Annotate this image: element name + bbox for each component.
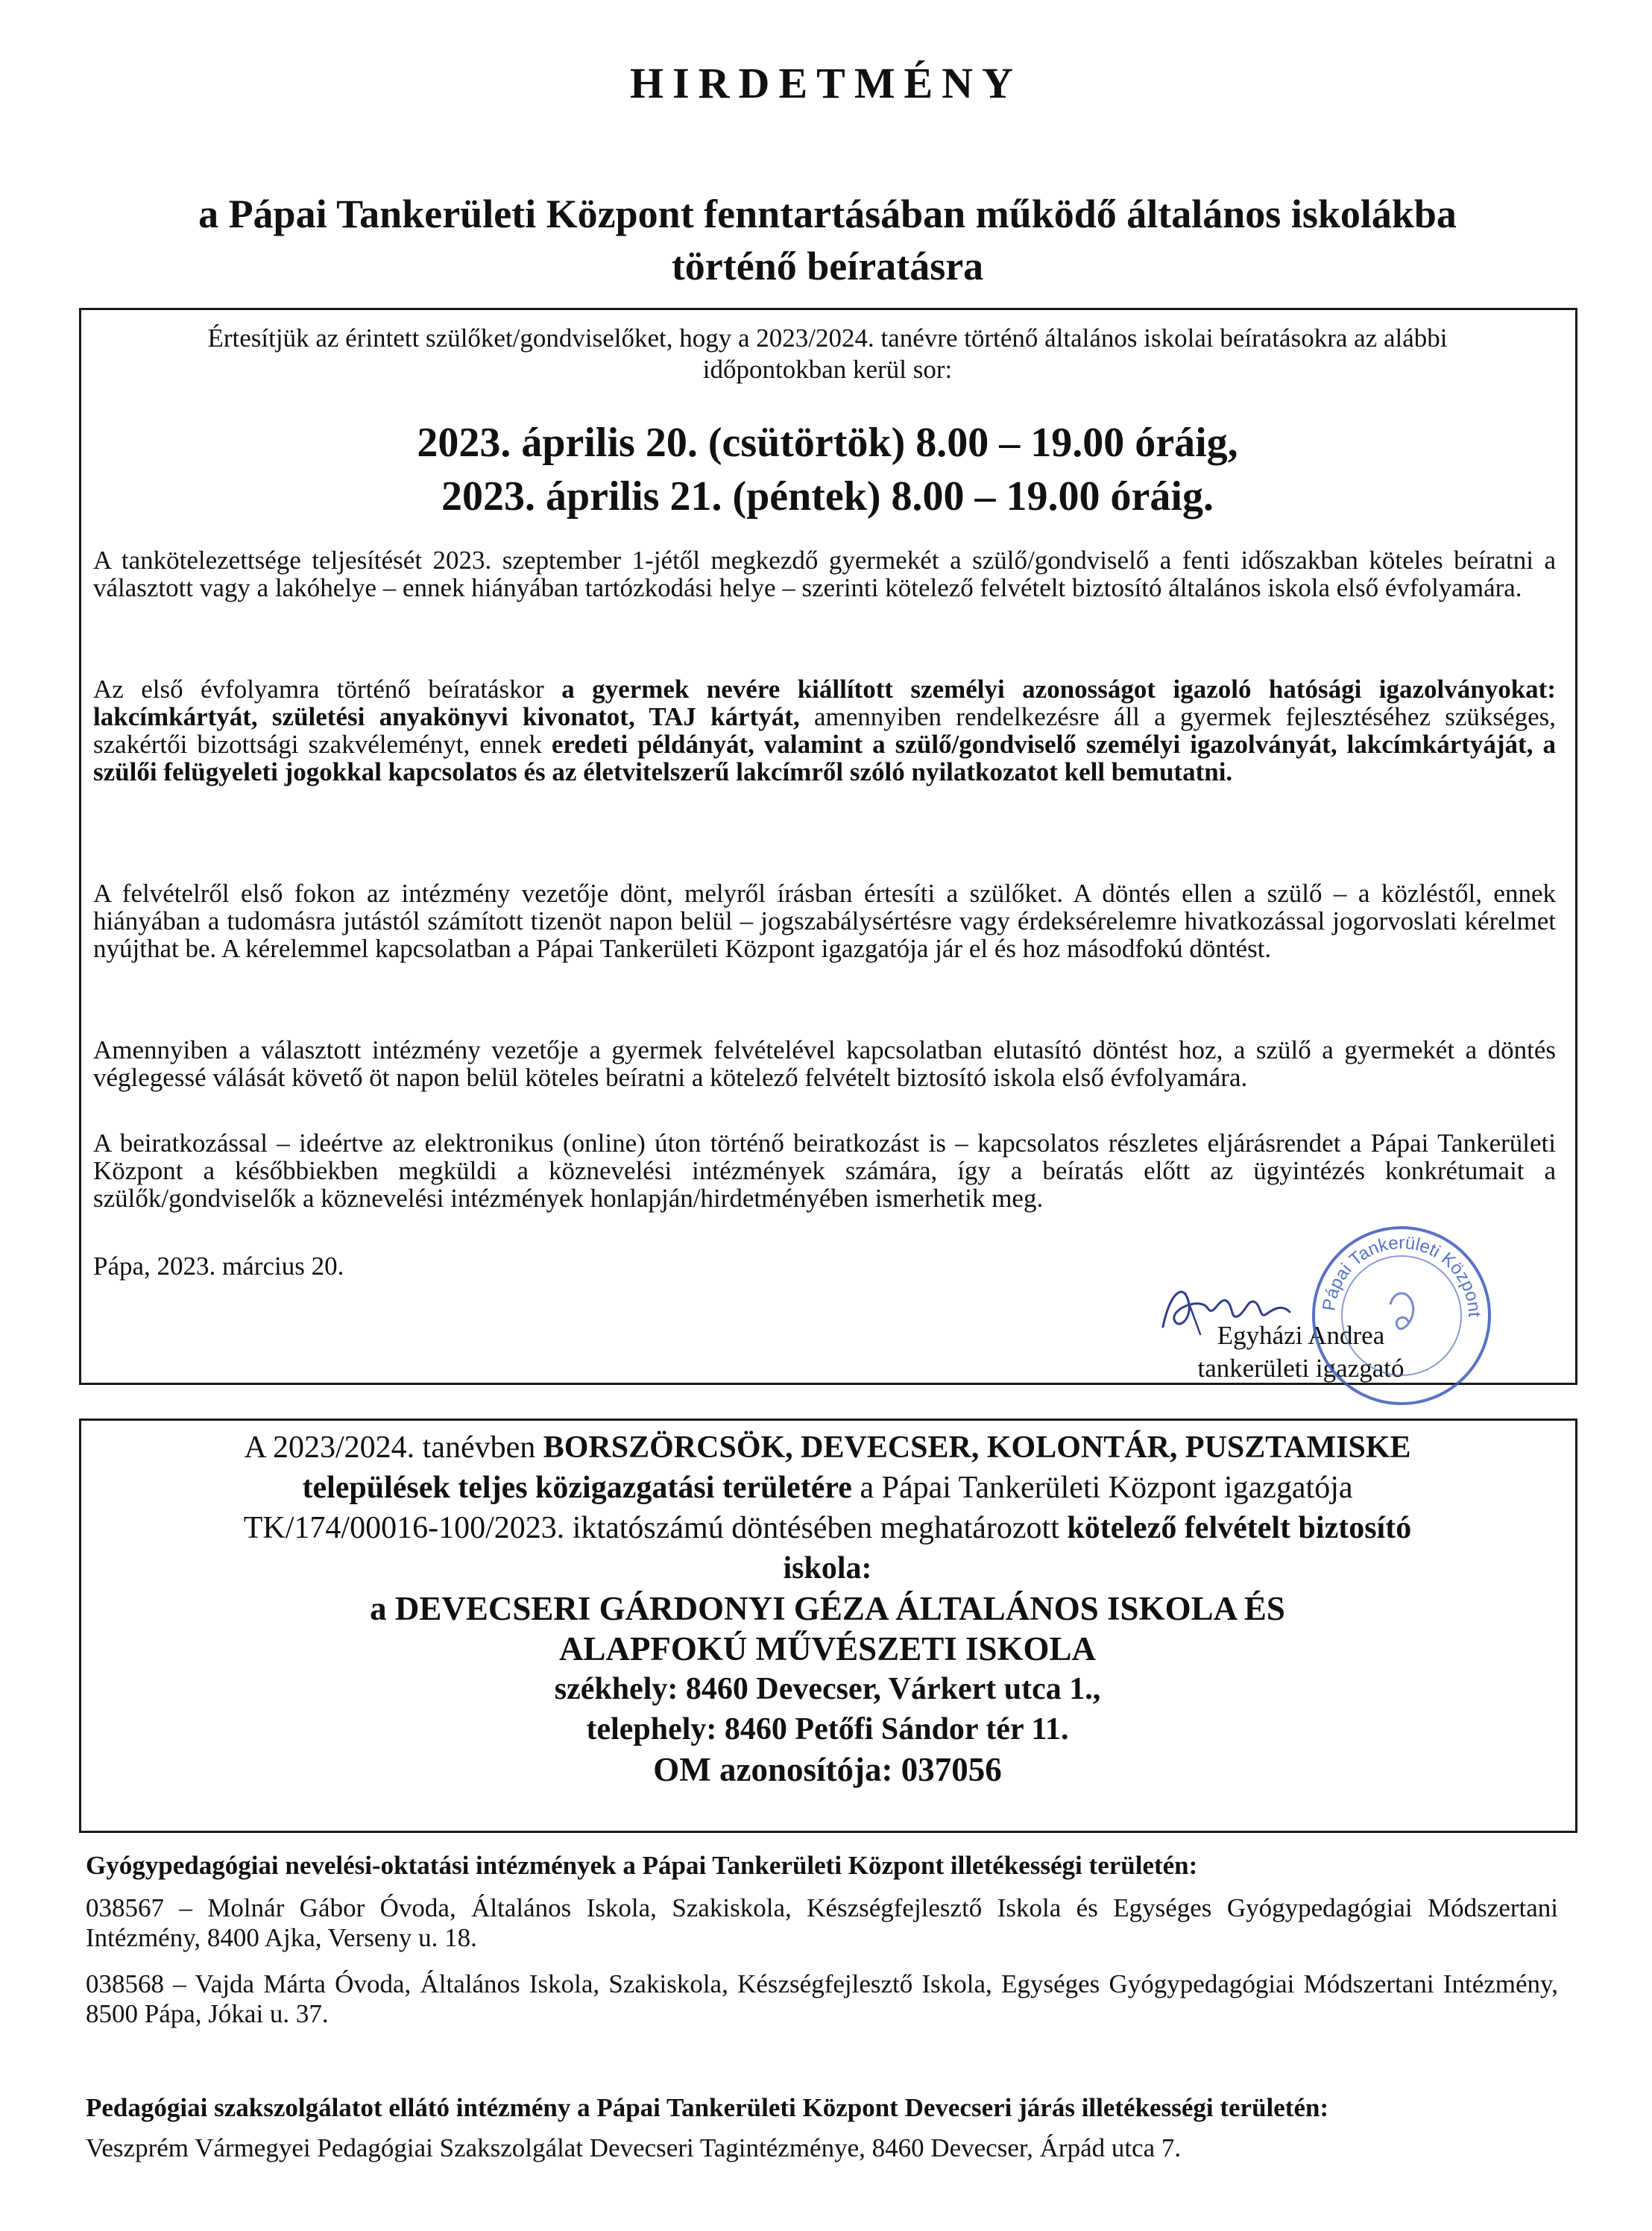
paragraph-appeal: A felvételről első fokon az intézmény vezetője dönt, melyről írásban értesíti a szülőket. A döntés ellen a szülő – a közléstől, ennek hiányában a tudomásra jutástól számított tizenöt napon belül – jogszabálysértésre vagy érdeksérelemre hivatkozással jogorvoslati kérelmet nyújthat be. A kérelemmel kapcsolatban a Pápai Tankerületi Központ igazgatója jár el és hoz másodfokú döntést.: [93, 879, 1556, 963]
documents-text-a: Az első évfolyamra történő beíratáskor: [93, 675, 562, 704]
intro-line-1: Értesítjük az érintett szülőket/gondviselőket, hogy a 2023/2024. tanévre történő általános iskolai beíratásokra az alábbi: [207, 324, 1448, 353]
documents-text-c: amennyiben rendelkezésre áll a gyermek fejlesztéséhez szükséges, szakértői bizottsági szakvéleményt, ennek: [93, 702, 1556, 759]
documents-text-b: a gyermek nevére kiállított személyi azonosságot igazoló hatósági igazolványokat: lakcímkártyát, születési anyakönyvi kivonatot, TAJ kártyát,: [93, 675, 1556, 731]
paragraph-procedure: A beiratkozással – ideértve az elektronikus (online) úton történő beiratkozást is – kapcsolatos részletes eljárásrendet a Pápai Tankerületi Központ a későbbiekben megküldi a köznevelési intézmények számára, így a beíratás előtt az ügyintézés konkrétumait a szülők/gondviselők a köznevelési intézmények honlapján/hirdetményében ismerhetik meg.: [93, 1129, 1556, 1213]
school-om-id: OM azonosítója: 037056: [653, 1751, 1002, 1788]
document-subtitle: [82, 188, 1573, 292]
enrollment-date-2: 2023. április 21. (péntek) 8.00 – 19.00 óráig.: [441, 473, 1214, 520]
signer-name: Egyházi Andrea: [1217, 1321, 1385, 1350]
district-line-1: [104, 1427, 1551, 1468]
school-seat: székhely: 8460 Devecser, Várkert utca 1.,: [554, 1672, 1101, 1706]
district-text-a: A 2023/2024. tanévben: [244, 1430, 543, 1465]
subtitle-line-1: a Pápai Tankerületi Központ fenntartásában működő általános iskolákba: [198, 192, 1457, 236]
district-line-2: [104, 1468, 1551, 1508]
district-decision: TK/174/00016-100/2023. iktatószámú döntésében meghatározott: [243, 1511, 1068, 1545]
paragraph-documents: [93, 675, 1556, 786]
enrollment-dates: [119, 416, 1536, 523]
signer-title: tankerületi igazgató: [1197, 1354, 1404, 1383]
district-area: települések teljes közigazgatási területére: [302, 1471, 852, 1505]
documents-text-d: eredeti példányát, valamint a szülő/gondviselő személyi igazolványát, lakcímkártyáját, a szülői felügyeleti jogokkal kapcsolatos és az életvitelszerű lakcímről szóló nyilatkozatot kell bemutatni.: [93, 730, 1556, 786]
district-towns: BORSZÖRCSÖK, DEVECSER, KOLONTÁR, PUSZTAMISKE: [543, 1430, 1411, 1465]
district-school-label: iskola:: [783, 1551, 872, 1585]
school-name-line-1: a DEVECSERI GÁRDONYI GÉZA ÁLTALÁNOS ISKOLA ÉS: [370, 1590, 1285, 1627]
pedagogical-service-institution: Veszprém Vármegyei Pedagógiai Szakszolgálat Devecseri Tagintézménye, 8460 Devecser, Árpád utca 7.: [86, 2133, 1182, 2162]
special-education-heading: Gyógypedagógiai nevelési-oktatási intézmények a Pápai Tankerületi Központ illetékességi területén:: [86, 1851, 1198, 1880]
intro-line-2: időpontokban kerül sor:: [702, 355, 953, 384]
district-text-d: a Pápai Tankerületi Központ igazgatója: [851, 1471, 1353, 1505]
subtitle-line-2: történő beíratásra: [671, 244, 984, 288]
paragraph-obligation: A tankötelezettsége teljesítését 2023. szeptember 1-jétől megkezdő gyermekét a szülő/gondviselő a fenti időszakban köteles beíratni a választott vagy a lakóhelye – ennek hiányában tartózkodási helye – szerinti kötelező felvételt biztosító általános iskola első évfolyamára.: [93, 546, 1556, 602]
official-stamp: [1305, 1215, 1498, 1416]
enrollment-date-1: 2023. április 20. (csütörtök) 8.00 – 19.00 óráig,: [417, 420, 1238, 466]
stamp-text: Pápai Tankerületi Központ: [1319, 1232, 1485, 1318]
place-date: Pápa, 2023. március 20.: [93, 1252, 344, 1281]
paragraph-rejection: Amennyiben a választott intézmény vezetője a gyermek felvételével kapcsolatban elutasító döntést hoz, a szülő a gyermekét a döntés véglegessé válását követő öt napon belül köteles beíratni a kötelező felvételt biztosító iskola első évfolyamára.: [93, 1035, 1556, 1092]
district-line-3: [104, 1508, 1551, 1548]
special-institution-2: 038568 – Vajda Márta Óvoda, Általános Iskola, Szakiskola, Készségfejlesztő Iskola, Egységes Gyógypedagógiai Módszertani Intézmény, 8500 Pápa, Jókai u. 37.: [86, 1969, 1558, 2028]
school-name-line-2: ALAPFOKÚ MŰVÉSZETI ISKOLA: [558, 1630, 1097, 1667]
pedagogical-service-heading: Pedagógiai szakszolgálatot ellátó intézmény a Pápai Tankerületi Központ Devecseri járás illetékességi területén:: [86, 2093, 1329, 2122]
district-text: [104, 1427, 1551, 1790]
district-mandatory: kötelező felvételt biztosító: [1067, 1511, 1412, 1545]
intro-text: [119, 323, 1536, 385]
school-site: telephely: 8460 Petőfi Sándor tér 11.: [586, 1712, 1069, 1746]
document-title: HIRDETMÉNY: [629, 59, 1023, 107]
special-institution-1: 038567 – Molnár Gábor Óvoda, Általános Iskola, Szakiskola, Készségfejlesztő Iskola és Egységes Gyógypedagógiai Módszertani Intézmény, 8400 Ajka, Verseny u. 18.: [86, 1893, 1558, 1952]
